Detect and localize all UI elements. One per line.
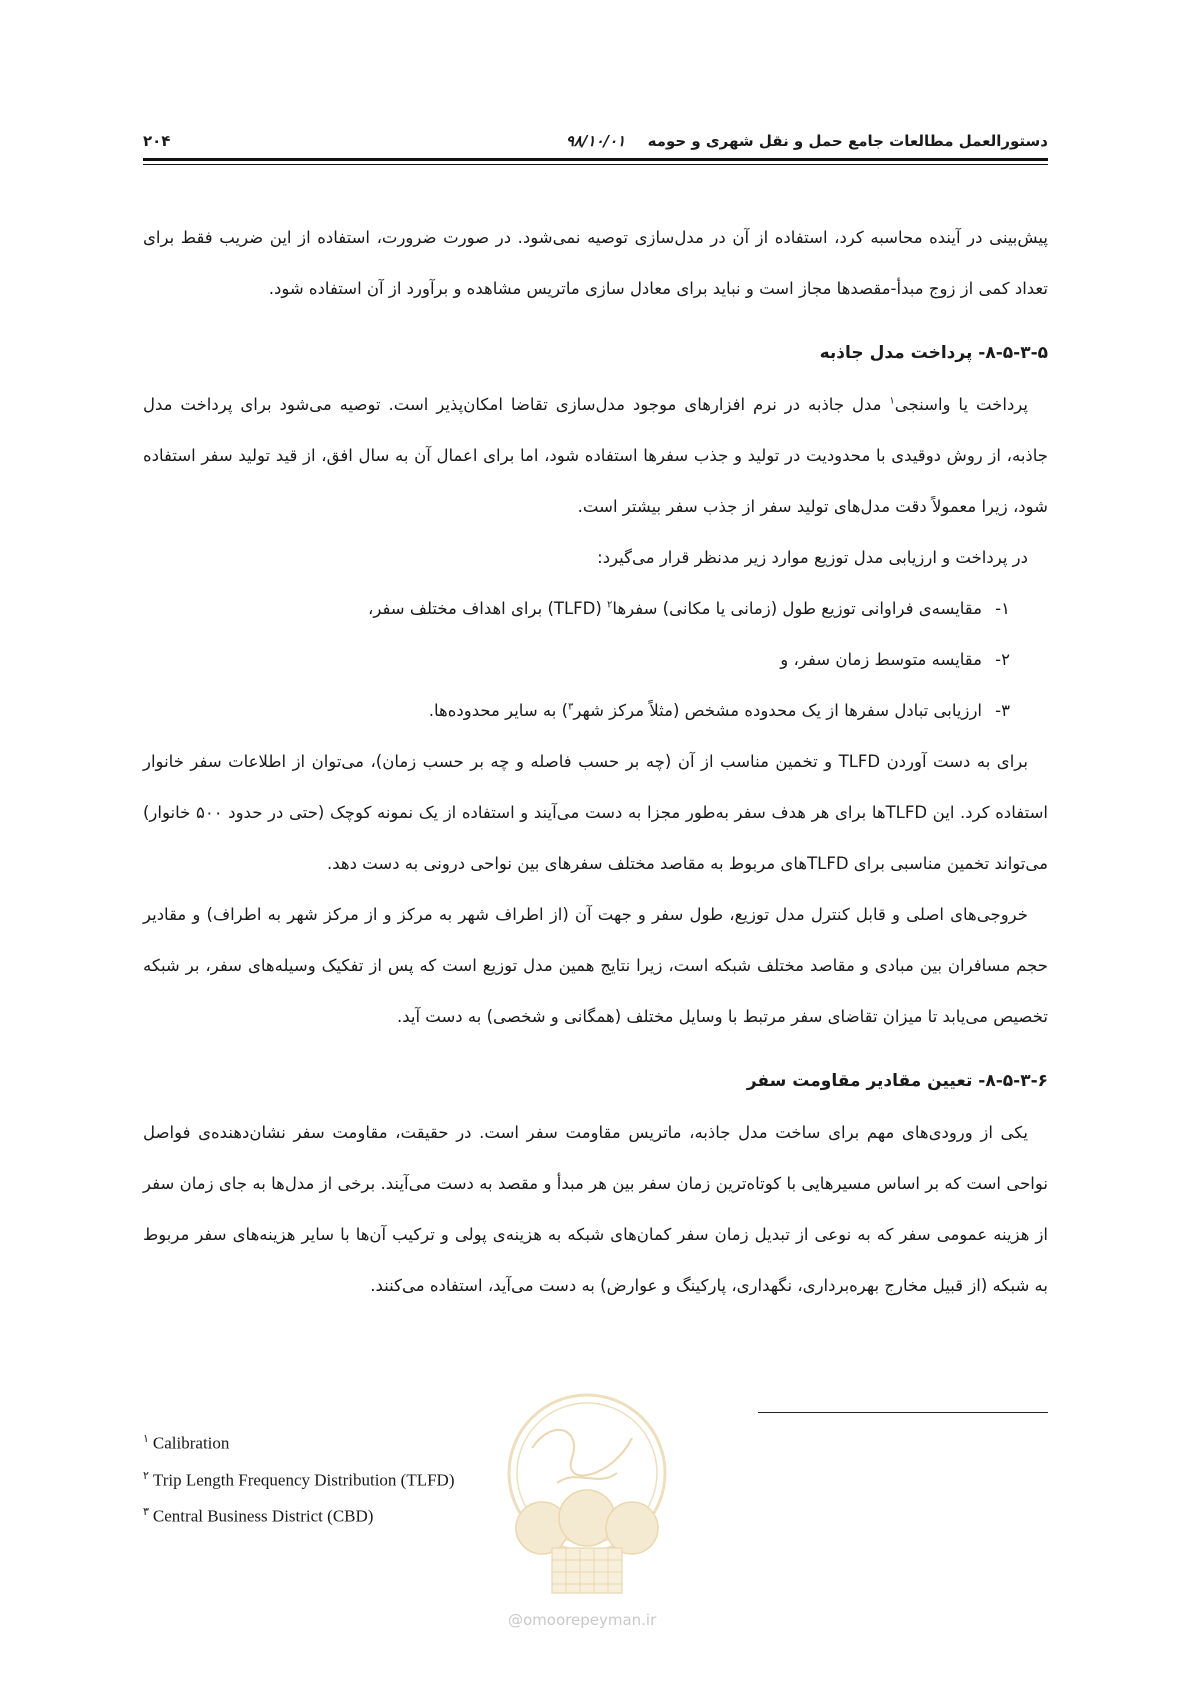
list-number: ۱- [995, 599, 1010, 618]
page-number: ۲۰۴ [143, 132, 171, 150]
footnotes [143, 1423, 455, 1533]
footnote-text: Calibration [152, 1433, 230, 1453]
footnote-ref[interactable]: ۲ [607, 599, 613, 611]
list-item [143, 685, 1010, 736]
header-rule [143, 158, 1048, 161]
paragraph-text: مدل جاذبه در نرم افزارهای موجود مدل‌سازی تقاضا امکان‌پذیر است. توصیه می‌شود برای پرداخت مدل جاذبه، از روش دوقیدی با محدودیت در تولید و جذب سفرها استفاده شود، اما برای اعمال آن به سال افق، از قید تولید سفر استفاده شود، زیرا معمولاً دقت مدل‌های تولید سفر از جذب سفر بیشتر است. [143, 395, 1048, 516]
paragraph-evaluation-intro: در پرداخت و ارزیابی مدل توزیع موارد زیر مدنظر قرار می‌گیرد: [597, 548, 1028, 567]
watermark-caption: @omoorepeyman.ir [508, 1611, 657, 1629]
footnote-number: ۲ [143, 1469, 149, 1482]
list-item [143, 583, 1010, 634]
footnote-item [143, 1423, 455, 1460]
paragraph-impedance: یکی از ورودی‌های مهم برای ساخت مدل جاذبه، ماتریس مقاومت سفر است. در حقیقت، مقاومت سفر نشان‌دهنده‌ی فواصل نواحی است که بر اساس مسیرهایی با کوتاه‌ترین زمان سفر بین هر مبدأ و مقصد به دست می‌آیند. برخی از مدل‌ها به جای زمان سفر از هزینه عمومی سفر که به نوعی از تبدیل زمان سفر کمان‌های شبکه به هزینه‌ی پولی و ترکیب آن‌ها با سایر هزینه‌های سفر مربوط به شبکه (از قبیل مخارج بهره‌برداری، نگهداری، پارکینگ و عوارض) به دست می‌آید، استفاده می‌کنند. [143, 1123, 1048, 1295]
paragraph-tlfd: برای به دست آوردن TLFD و تخمین مناسب از آن (چه بر حسب فاصله و چه بر حسب زمان)، می‌توان از اطلاعات سفر خانوار استفاده کرد. این TLFDها برای هر هدف سفر به‌طور مجزا به دست می‌آیند و استفاده از یک نمونه کوچک (حتی در حدود ۵۰۰ خانوار) می‌تواند تخمین مناسبی برای TLFDهای مربوط به مقاصد مختلف سفرهای بین نواحی درونی به دست دهد. [143, 752, 1049, 873]
list-text: ) به سایر محدوده‌ها. [428, 701, 569, 720]
main-body [143, 212, 1048, 1311]
footnote-ref[interactable]: ۳ [568, 701, 574, 713]
footnote-number: ۳ [143, 1506, 149, 1519]
list-item [143, 634, 1010, 685]
paragraph-text: پرداخت یا واسنجی [894, 395, 1028, 414]
header-date: ۹۸/۱۰/۰۱ [565, 132, 626, 150]
list-text: (TLFD) برای اهداف مختلف سفر، [368, 599, 608, 618]
list-number: ۲- [995, 650, 1010, 669]
list-text: ارزیابی تبادل سفرها از یک محدوده مشخص (مثلاً مرکز شهر [573, 701, 982, 720]
footnote-separator [758, 1412, 1048, 1413]
list-text: مقایسه متوسط زمان سفر، و [780, 650, 982, 669]
page-header [143, 128, 1048, 158]
paragraph-intro: پیش‌بینی در آینده محاسبه کرد، استفاده از آن در مدل‌سازی توصیه نمی‌شود. در صورت ضرورت، استفاده از این ضریب فقط برای تعداد کمی از زوج مبدأ-مقصدها مجاز است و نباید برای معادل سازی ماتریس مشاهده و برآورد از آن استفاده شود. [143, 228, 1048, 298]
footnote-text: Trip Length Frequency Distribution (TLFD) [152, 1470, 455, 1490]
paragraph-outputs: خروجی‌های اصلی و قابل کنترل مدل توزیع، طول سفر و جهت آن (از اطراف شهر به مرکز و از مرکز شهر به اطراف) و مقادیر حجم مسافران بین مبادی و مقاصد مختلف شبکه است، زیرا نتایج همین مدل توزیع است که پس از تفکیک وسیله‌های سفر، بر شبکه تخصیص می‌یابد تا میزان تقاضای سفر مرتبط با وسایل مختلف (همگانی و شخصی) به دست آید. [143, 905, 1048, 1026]
header-rule-thin [143, 164, 1048, 165]
paragraph-calibration [143, 379, 1048, 532]
evaluation-list [143, 583, 1048, 736]
section-heading-gravity-calibration: ۸-۵-۳-۵- پرداخت مدل جاذبه [819, 343, 1048, 363]
header-title: دستورالعمل مطالعات جامع حمل و نقل شهری و حومه [647, 132, 1048, 150]
section-heading-travel-impedance: ۸-۵-۳-۶- تعیین مقادیر مقاومت سفر [746, 1071, 1048, 1091]
footnote-item [143, 1496, 455, 1533]
list-text: مقایسه‌ی فراوانی توزیع طول (زمانی یا مکانی) سفرها [612, 599, 982, 618]
list-number: ۳- [995, 701, 1010, 720]
watermark-logo-icon [502, 1388, 672, 1608]
footnote-text: Central Business District (CBD) [152, 1506, 374, 1526]
footnote-item [143, 1460, 455, 1497]
footnote-ref[interactable]: ۱ [889, 395, 895, 407]
footnote-number: ۱ [143, 1433, 149, 1445]
